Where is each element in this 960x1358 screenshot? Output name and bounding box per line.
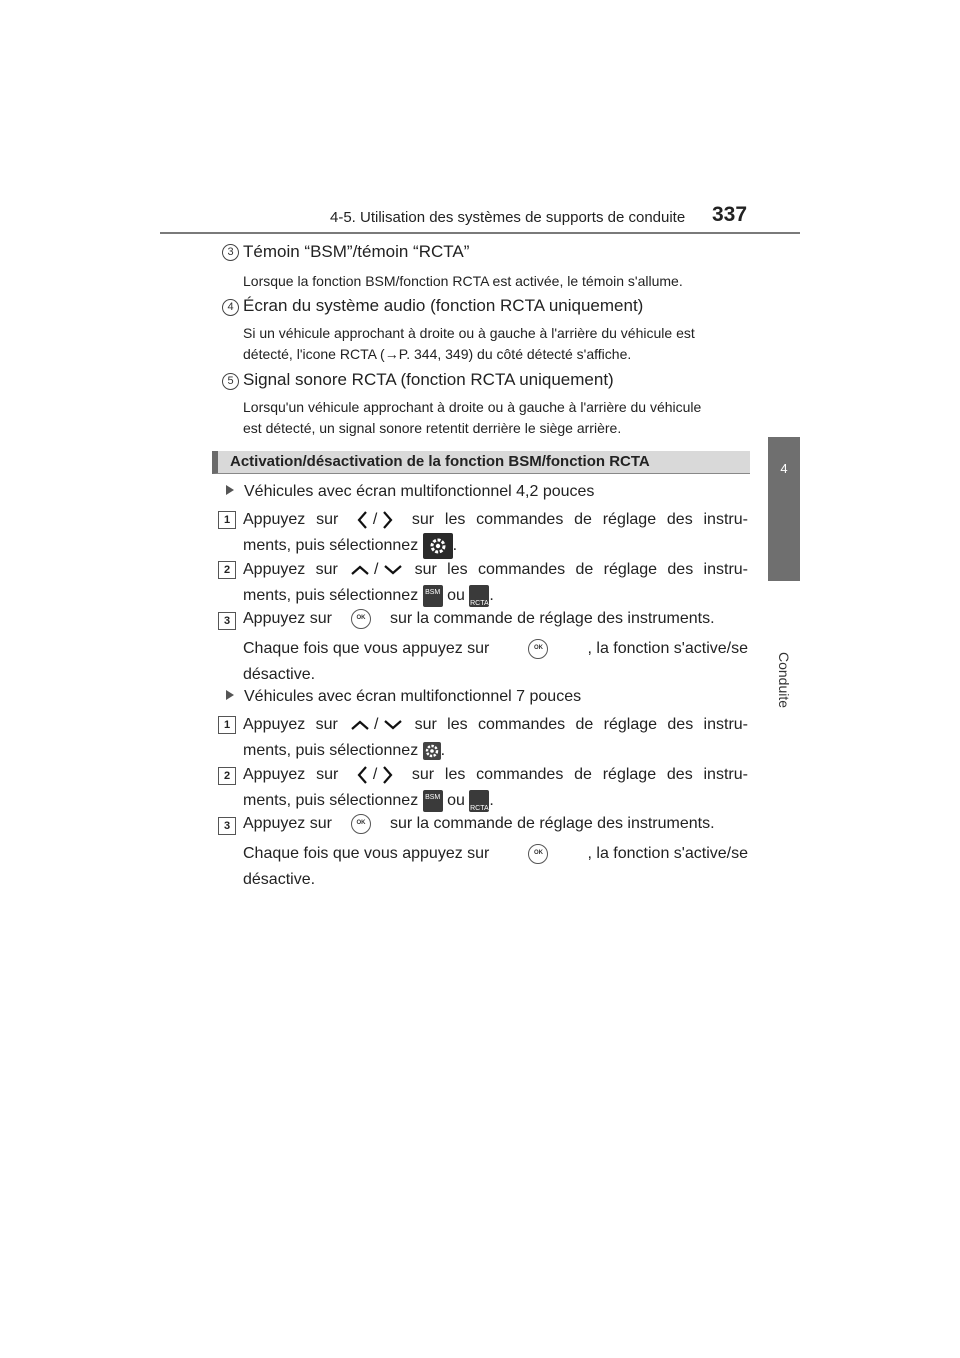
chapter-number: 4	[780, 461, 788, 476]
step-text: Appuyez sur / sur les commandes de réglage des instru- ments, puis sélectionnez .	[243, 507, 748, 559]
item-number: 3	[222, 244, 239, 261]
step-text: Appuyez sur OK sur la commande de réglage des instruments. Chaque fois que vous appuyez sur OK , la fonction s'active/se désactive.	[243, 610, 748, 683]
item-description: est détecté, un signal sonore retentit derrière le siège arrière.	[243, 420, 622, 436]
triangle-bullet-icon	[226, 485, 234, 495]
step-text: Appuyez sur / sur les commandes de réglage des instru- ments, puis sélectionnez BSM ou RCTA .	[243, 561, 748, 607]
step-number: 1	[218, 716, 236, 734]
item-description: détecté, l'icone RCTA (→P. 344, 349) du côté détecté s'affiche.	[243, 346, 632, 362]
ok-button-icon: OK	[351, 609, 371, 629]
rcta-icon: RCTA	[469, 790, 489, 812]
header-section-title: 4-5. Utilisation des systèmes de supports de conduite	[330, 209, 686, 226]
item-number: 4	[222, 299, 239, 316]
chevron-right-icon	[382, 510, 394, 530]
step-number: 2	[218, 767, 236, 785]
chapter-label: Conduite	[776, 651, 792, 709]
item-number: 5	[222, 373, 239, 390]
ok-button-icon: OK	[528, 639, 548, 659]
ok-button-icon: OK	[528, 844, 548, 864]
step-text: Appuyez sur / sur les commandes de réglage des instru- ments, puis sélectionnez .	[243, 716, 748, 759]
settings-gear-icon	[423, 742, 441, 760]
step-number: 2	[218, 561, 236, 579]
chevron-right-icon	[382, 765, 394, 785]
bsm-icon: BSM	[423, 790, 443, 812]
chevron-left-icon	[356, 510, 368, 530]
item-description: Si un véhicule approchant à droite ou à gauche à l'arrière du véhicule est	[243, 325, 695, 341]
item-description: Lorsque la fonction BSM/fonction RCTA est activée, le témoin s'allume.	[243, 273, 683, 289]
header-rule	[160, 232, 800, 234]
chevron-down-icon	[383, 564, 403, 576]
step-text: Appuyez sur OK sur la commande de réglage des instruments. Chaque fois que vous appuyez sur OK , la fonction s'active/se désactive.	[243, 815, 748, 888]
step-text: Appuyez sur / sur les commandes de réglage des instru- ments, puis sélectionnez BSM ou RCTA .	[243, 766, 748, 812]
page-number: 337	[712, 203, 748, 226]
group-heading: Véhicules avec écran multifonctionnel 7 pouces	[226, 688, 581, 706]
item-description: Lorsqu'un véhicule approchant à droite ou à gauche à l'arrière du véhicule	[243, 399, 702, 415]
settings-gear-icon	[423, 533, 453, 559]
group-heading: Véhicules avec écran multifonctionnel 4,2 pouces	[226, 483, 594, 501]
step-number: 1	[218, 511, 236, 529]
item-title: Écran du système audio (fonction RCTA uniquement)	[243, 296, 644, 315]
chevron-down-icon	[383, 719, 403, 731]
rcta-icon: RCTA	[469, 585, 489, 607]
ok-button-icon: OK	[351, 814, 371, 834]
chevron-left-icon	[356, 765, 368, 785]
step-number: 3	[218, 817, 236, 835]
chevron-up-icon	[350, 564, 370, 576]
item-title: Témoin “BSM”/témoin “RCTA”	[243, 242, 470, 261]
chapter-tab	[768, 437, 800, 581]
item-title: Signal sonore RCTA (fonction RCTA uniquement)	[243, 370, 614, 389]
step-number: 3	[218, 612, 236, 630]
chevron-up-icon	[350, 719, 370, 731]
triangle-bullet-icon	[226, 690, 234, 700]
bsm-icon: BSM	[423, 585, 443, 607]
section-heading: Activation/désactivation de la fonction BSM/fonction RCTA	[212, 451, 750, 474]
